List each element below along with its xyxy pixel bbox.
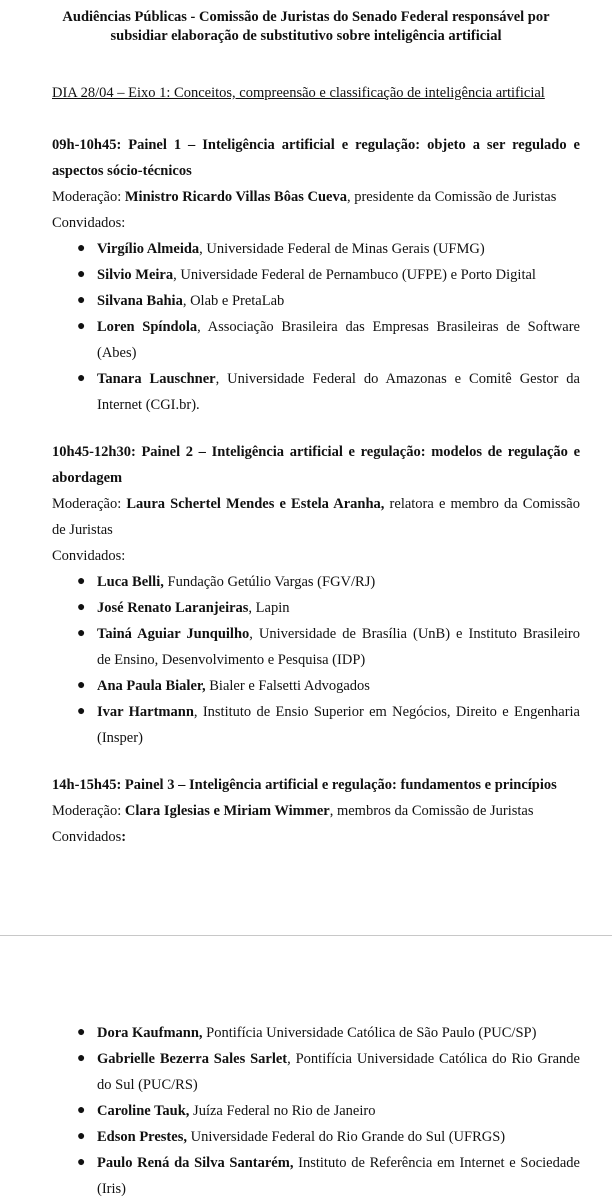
guest-item	[52, 1098, 580, 1124]
panel-1	[52, 132, 580, 418]
guest-affiliation: Juíza Federal no Rio de Janeiro	[189, 1103, 376, 1119]
bullet-icon: ●	[77, 267, 86, 282]
guest-affiliation-cont: (Abes)	[97, 345, 137, 361]
panel-2-moderation	[52, 491, 580, 517]
guest-item	[52, 314, 580, 366]
moderation-rest: , membros da Comissão de Juristas	[329, 803, 534, 819]
bullet-icon: ●	[77, 293, 86, 308]
guest-affiliation: , Instituto de Ensio Superior em Negócios, Direito e Engenharia	[193, 704, 580, 720]
guests-label-colon: :	[121, 829, 127, 845]
guest-item	[52, 673, 580, 699]
moderation-rest: , presidente da Comissão de Juristas	[346, 189, 557, 205]
guest-item	[52, 288, 580, 314]
bullet-icon: ●	[77, 319, 86, 334]
guest-affiliation: , Olab e PretaLab	[182, 293, 285, 309]
panel-2-heading-line2: abordagem	[52, 470, 123, 486]
guest-affiliation: , Universidade Federal de Minas Gerais (UFMG)	[199, 241, 485, 257]
guest-affiliation: , Universidade Federal do Amazonas e Comitê Gestor da	[215, 371, 580, 387]
bullet-icon: ●	[77, 371, 86, 386]
day-heading: DIA 28/04 – Eixo 1: Conceitos, compreensão e classificação de inteligência artificial	[52, 85, 545, 101]
panel-3-guest-list	[52, 1020, 580, 1202]
guest-item	[52, 366, 580, 418]
guest-affiliation: , Universidade Federal de Pernambuco (UFPE) e Porto Digital	[173, 267, 536, 283]
guest-item	[52, 699, 580, 751]
guest-item	[52, 1150, 580, 1202]
bullet-icon: ●	[77, 1051, 86, 1066]
moderation-label: Moderação:	[52, 189, 125, 205]
moderation-label: Moderação:	[52, 803, 125, 819]
panel-2	[52, 439, 580, 751]
bullet-icon: ●	[77, 1155, 86, 1170]
panel-3-guests	[52, 1020, 580, 1202]
guest-item	[52, 1020, 580, 1046]
bullet-icon: ●	[77, 1103, 86, 1118]
guests-label: Convidados:	[52, 548, 126, 564]
moderation-label: Moderação:	[52, 496, 127, 512]
guest-item	[52, 595, 580, 621]
guest-item	[52, 621, 580, 673]
guest-name: Tanara Lauschner	[97, 371, 216, 387]
guest-item	[52, 569, 580, 595]
bullet-icon: ●	[77, 1129, 86, 1144]
moderators: Laura Schertel Mendes e Estela Aranha,	[126, 496, 385, 512]
guest-name: Ivar Hartmann	[97, 704, 194, 720]
guest-affiliation-cont: de Ensino, Desenvolvimento e Pesquisa (IDP)	[97, 652, 366, 668]
panel-2-heading-line1: 10h45-12h30: Painel 2 – Inteligência artificial e regulação: modelos de regulação e	[52, 444, 580, 460]
bullet-icon: ●	[77, 600, 86, 615]
bullet-icon: ●	[77, 1025, 86, 1040]
guest-affiliation: Universidade Federal do Rio Grande do Sul (UFRGS)	[186, 1129, 506, 1145]
moderation-rest: relatora e membro da Comissão	[384, 496, 580, 512]
bullet-icon: ●	[77, 574, 86, 589]
guest-name: Silvana Bahia	[97, 293, 183, 309]
page-break-divider	[0, 935, 612, 936]
guests-label	[52, 824, 580, 850]
panel-1-moderation	[52, 184, 580, 210]
guest-affiliation: , Associação Brasileira das Empresas Brasileiras de Software	[197, 319, 580, 335]
guest-name: Tainá Aguiar Junquilho	[97, 626, 250, 642]
guest-affiliation-cont: do Sul (PUC/RS)	[97, 1077, 198, 1093]
guest-affiliation: Instituto de Referência em Internet e Sociedade	[293, 1155, 580, 1171]
guest-affiliation: , Universidade de Brasília (UnB) e Instituto Brasileiro	[249, 626, 581, 642]
panel-3-heading-line1: 14h-15h45: Painel 3 – Inteligência artificial e regulação: fundamentos e princípios	[52, 777, 557, 793]
panel-1-heading-line2: aspectos sócio-técnicos	[52, 163, 192, 179]
guest-affiliation: Bialer e Falsetti Advogados	[205, 678, 370, 694]
guest-affiliation-cont: (Iris)	[97, 1181, 126, 1197]
guests-label: Convidados:	[52, 215, 126, 231]
guest-affiliation: Fundação Getúlio Vargas (FGV/RJ)	[163, 574, 376, 590]
panel-1-guest-list	[52, 236, 580, 418]
guests-label-text: Convidados	[52, 829, 122, 845]
moderation-rest-cont: de Juristas	[52, 522, 113, 538]
guest-name: Virgílio Almeida	[97, 241, 200, 257]
panel-1-heading-line1: 09h-10h45: Painel 1 – Inteligência artificial e regulação: objeto a ser regulado e	[52, 137, 580, 153]
guest-name: Caroline Tauk,	[97, 1103, 190, 1119]
bullet-icon: ●	[77, 704, 86, 719]
guest-item	[52, 236, 580, 262]
document-title: Audiências Públicas - Comissão de Juristas do Senado Federal responsável por subsidiar elaboração de substitutivo sobre inteligência artificial	[62, 9, 550, 44]
guest-item	[52, 1124, 580, 1150]
guest-affiliation: Pontifícia Universidade Católica de São Paulo (PUC/SP)	[202, 1025, 537, 1041]
panel-2-guest-list	[52, 569, 580, 751]
guest-item	[52, 1046, 580, 1098]
guest-name: Dora Kaufmann,	[97, 1025, 203, 1041]
bullet-icon: ●	[77, 678, 86, 693]
guest-name: Silvio Meira	[97, 267, 174, 283]
guest-affiliation: , Pontifícia Universidade Católica do Rio Grande	[287, 1051, 580, 1067]
guest-affiliation-cont: Internet (CGI.br).	[97, 397, 200, 413]
guest-item	[52, 262, 580, 288]
panel-3	[52, 772, 580, 850]
guest-name: Ana Paula Bialer,	[97, 678, 206, 694]
bullet-icon: ●	[77, 241, 86, 256]
panel-3-moderation	[52, 798, 580, 824]
guest-name: Edson Prestes,	[97, 1129, 187, 1145]
guest-affiliation-cont: (Insper)	[97, 730, 143, 746]
guest-name: Loren Spíndola	[97, 319, 198, 335]
guest-name: Gabrielle Bezerra Sales Sarlet	[97, 1051, 288, 1067]
guest-name: Paulo Rená da Silva Santarém,	[97, 1155, 294, 1171]
moderators: Clara Iglesias e Miriam Wimmer	[124, 803, 330, 819]
bullet-icon: ●	[77, 626, 86, 641]
moderators: Ministro Ricardo Villas Bôas Cueva	[124, 189, 347, 205]
guest-affiliation: , Lapin	[248, 600, 290, 616]
guest-name: José Renato Laranjeiras	[97, 600, 249, 616]
guest-name: Luca Belli,	[97, 574, 164, 590]
